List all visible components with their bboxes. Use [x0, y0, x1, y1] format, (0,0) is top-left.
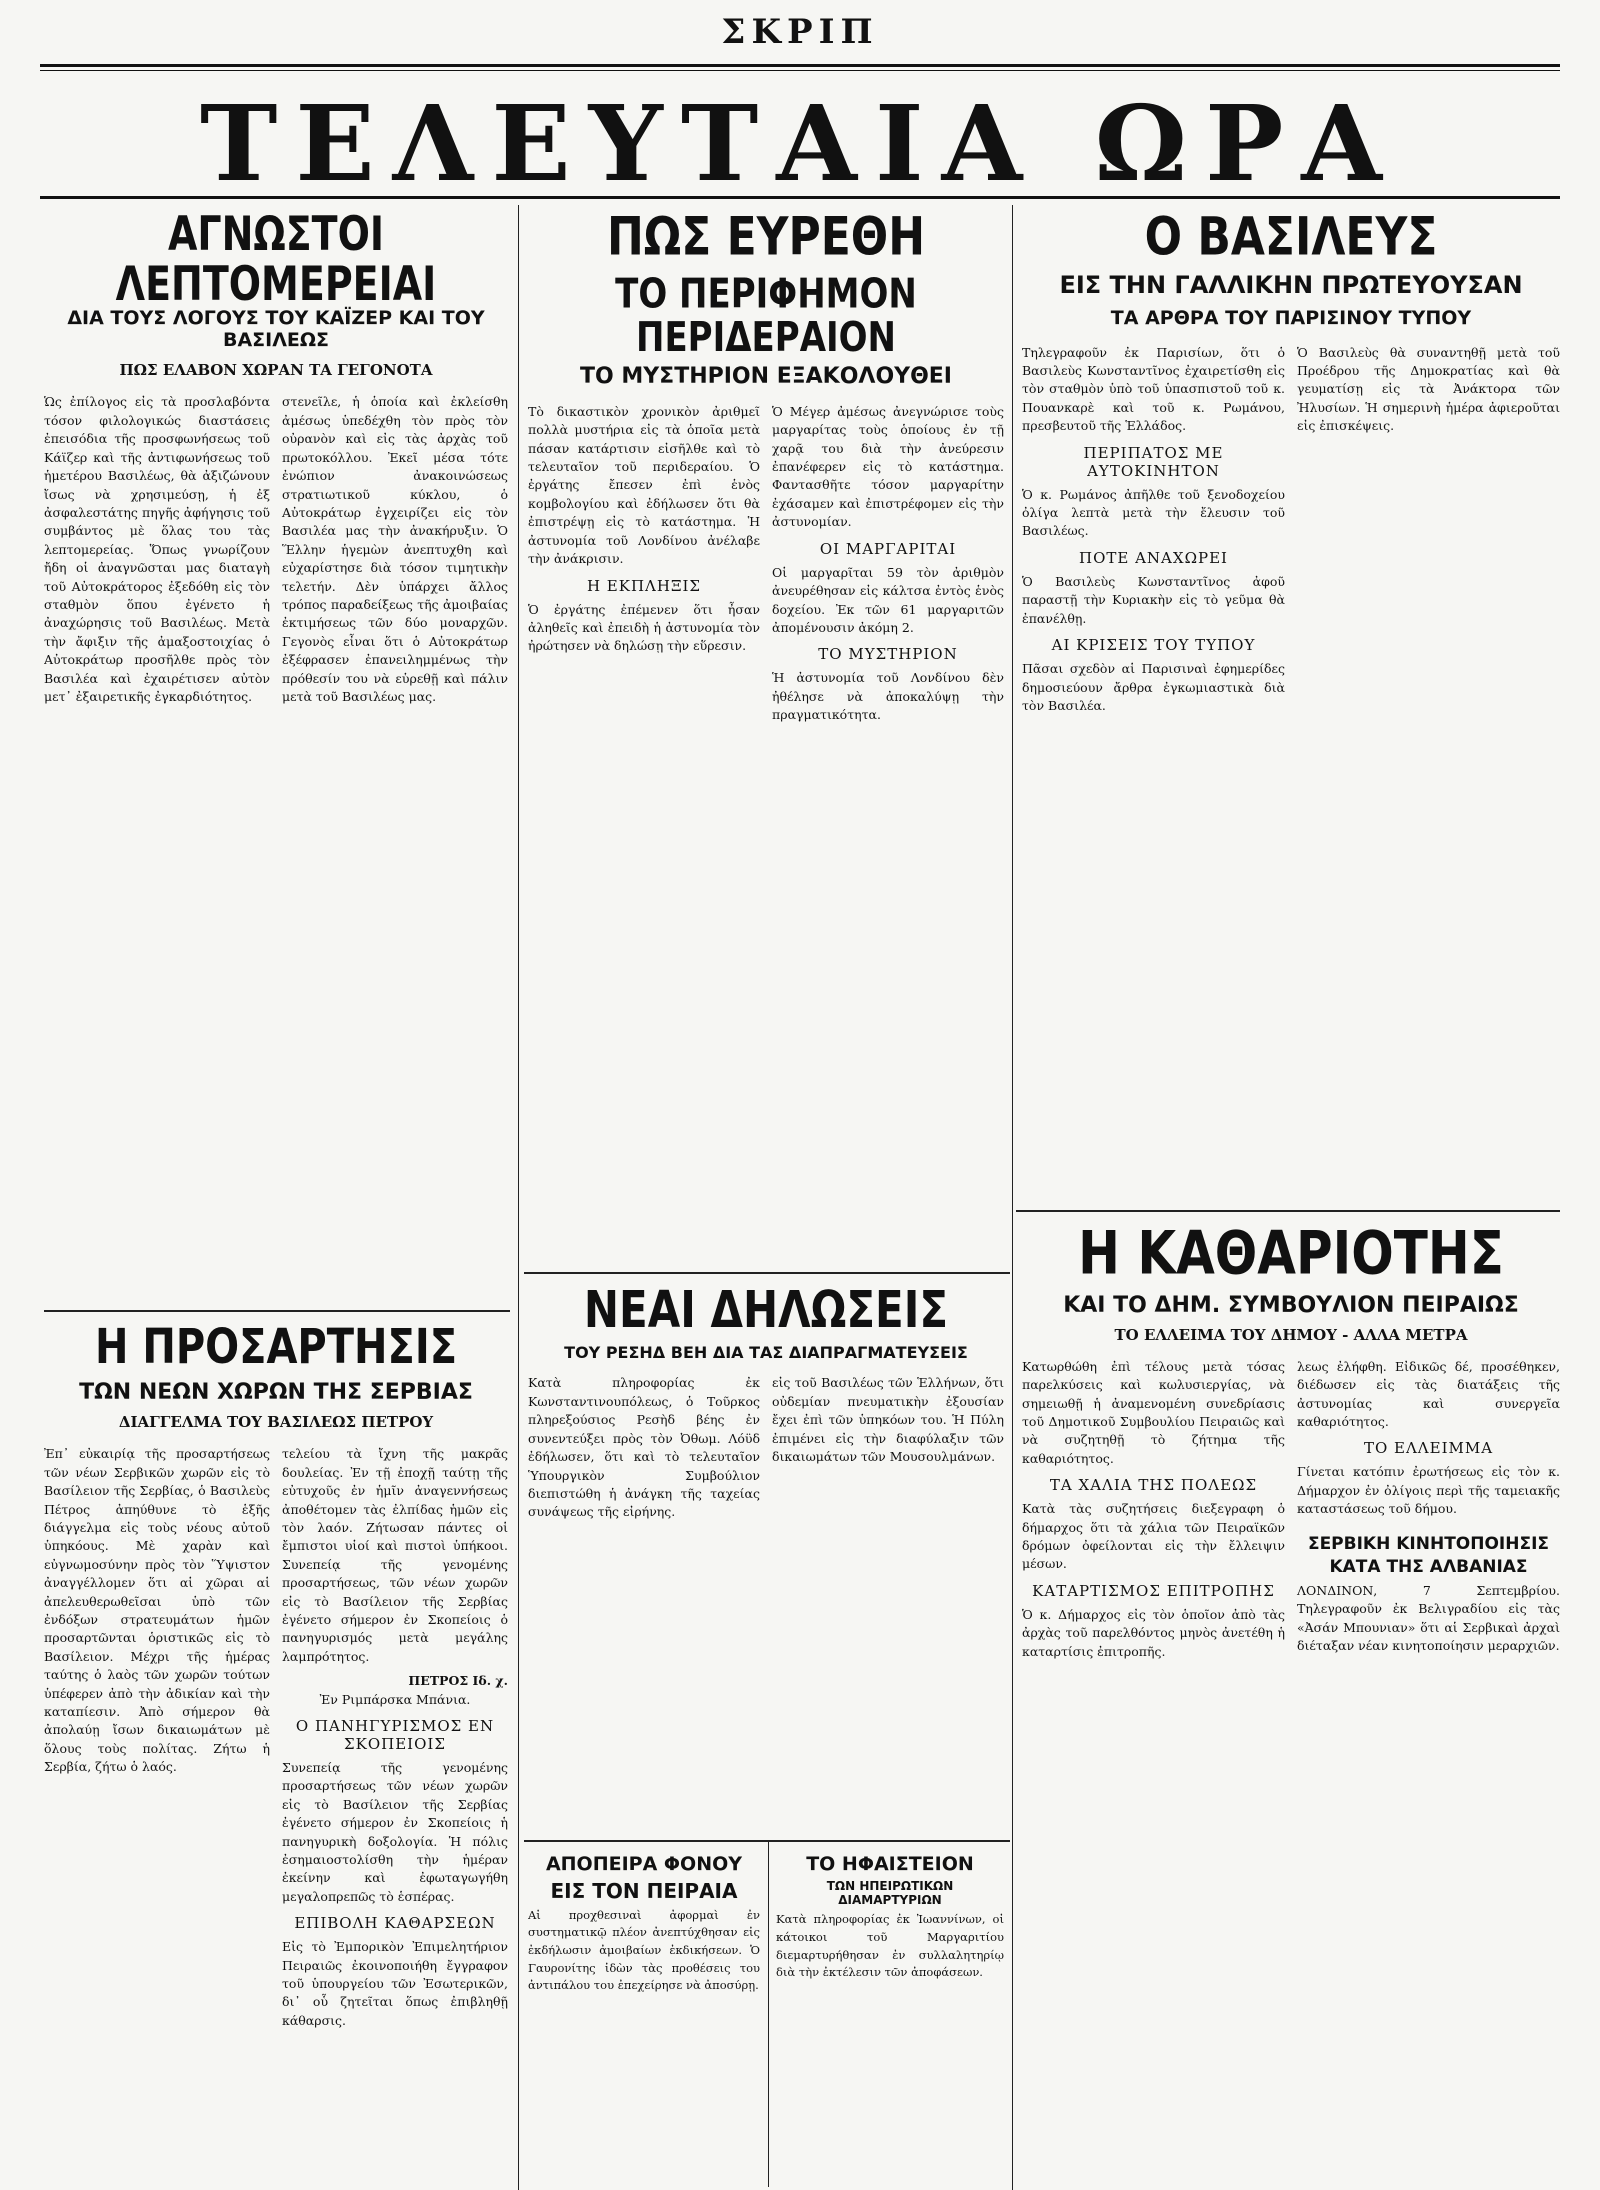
deck: ΕΙΣ ΤΟΝ ΠΕΙΡΑΙΑ	[550, 1878, 738, 1903]
section-heading: ΣΕΡΒΙΚΗ ΚΙΝΗΤΟΠΟΙΗΣΙΣ	[1307, 1533, 1550, 1554]
article-murder-attempt	[528, 1850, 760, 2180]
subhead: ΤΑ ΑΡΘΡΑ ΤΟΥ ΠΑΡΙΣΙΝΟΥ ΤΥΠΟΥ	[1110, 306, 1472, 329]
section-divider	[524, 1840, 1010, 1842]
split-rule	[768, 1842, 769, 2187]
headline: Η ΚΑΘΑΡΙΟΤΗΣ	[1078, 1222, 1504, 1288]
section-divider	[1016, 1210, 1560, 1212]
article-text-right: Ὁ Βασιλεὺς θὰ συναντηθῇ μετὰ τοῦ Προέδρου τῆς Δημοκρατίας καὶ θὰ γευματίσῃ εἰς τὰ Ἀνάκτορα τῶν Ἠλυσίων. Ἡ σημερινὴ ἡμέρα ἀφιεροῦται εἰς ἐπισκέψεις.	[1297, 344, 1560, 434]
section-heading: ΤΟ ΕΛΛΕΙΜΜΑ	[1363, 1439, 1494, 1458]
section-heading: Η ΕΚΠΛΗΞΙΣ	[586, 576, 702, 595]
article-text-left: Ὡς ἐπίλογος εἰς τὰ προσλαβόντα τόσον φιλολογικώς διαστάσεις ἐπεισόδια τῆς προσφωνήσεως τοῦ Κάϊζερ καὶ τῆς ἀντιφωνήσεως τοῦ ἡμετέρου Βασιλέως, θὰ ἀξιζώνουν ἴσως νὰ χρησιμεύσῃ, ἡ ἐξ ἀσφαλεστάτης πηγῆς ἀφήγησις τοῦ συμβάντος μὲ ὅλας του τὰς λεπτομερείας. Ὅπως γνωρίζουν ἤδη οἱ ἀναγνῶσται μας διαταγὴ τοῦ Αὐτοκράτορος ἐξεδόθη εἰς τὸν σταθμὸν ὅπου ἐγένετο ἡ ἀναχώρησις τοῦ Βασιλέως. Μετὰ τὴν ἄφιξιν τῆς ἀμαξοστοιχίας ὁ Αὐτοκράτωρ προσῆλθε πρὸς τὸν Βασιλέα καὶ ἐχαιρέτισεν αὐτὸν μετ᾽ ἐξαιρετικῆς ἐγκαρδιότητος.	[44, 394, 270, 704]
section-text: Οἱ μαργαρῖται 59 τὸν ἀριθμὸν ἀνευρέθησαν εἰς κάλτσα ἐντὸς ἑνὸς δοχείου. Ἐκ τῶν 61 μαργαριτῶν ἀπομένουσιν ἀκόμη 2.	[772, 564, 1004, 635]
section-text: Ὁ κ. Δήμαρχος εἰς τὸν ὁποῖον ἀπὸ τὰς ἀρχὰς τοῦ παρελθόντος μηνὸς ἀνετέθη ἡ καταρτίσις ἐπιτροπῆς.	[1022, 1606, 1285, 1659]
section-heading: ΚΑΤΑΡΤΙΣΜΟΣ ΕΠΙΤΡΟΠΗΣ	[1032, 1581, 1275, 1600]
dateline: Ἐν Ριμπάρσκα Μπάνια.	[319, 1691, 471, 1707]
article-text: Αἱ προχθεσιναὶ ἀφορμαὶ ἐν συστηματικῷ πλέον ἀνεπτύχθησαν εἰς ἐκδήλωσιν ἀμοιβαίων ἐκδικήσεων. Ὁ Γαυρονίτης ἰδὼν τὰς προθέσεις του ἀντιπάλου του ἐπεχείρησε νὰ ἀποσύρῃ.	[528, 1907, 760, 1993]
section-heading: Ο ΠΑΝΗΓΥΡΙΣΜΟΣ ΕΝ ΣΚΟΠΕΙΟΙΣ	[295, 1716, 495, 1753]
column-rule-1	[518, 205, 519, 2190]
subhead: ΔΙΑΓΓΕΛΜΑ ΤΟΥ ΒΑΣΙΛΕΩΣ ΠΕΤΡΟΥ	[118, 1413, 434, 1432]
article-text-left: Τηλεγραφοῦν ἐκ Παρισίων, ὅτι ὁ Βασιλεὺς Κωνσταντῖνος ἐχαιρετίσθη εἰς τὸν σταθμὸν ὑπὸ τοῦ ὑπασπιστοῦ τοῦ κ. Πουανκαρὲ καὶ τοῦ κ. Ρωμάνου, πρεσβευτοῦ τῆς Ἑλλάδος.	[1022, 344, 1285, 434]
headline: ΑΓΝΩΣΤΟΙ ΛΕΠΤΟΜΕΡΕΙΑΙ	[115, 210, 437, 312]
section-divider	[44, 1310, 510, 1312]
article-text-right: εἰς τοῦ Βασιλέως τῶν Ἑλλήνων, ὅτι οὐδεμίαν πνευματικὴν ἐξουσίαν ἔχει ἐπὶ τῶν ὑπηκόων του. Ἡ Πύλη ἐπιμένει εἰς τὴν διαφύλαξιν τῶν δικαιωμάτων τῶν Μουσουλμάνων.	[772, 1375, 1004, 1465]
headline: ΤΟ ΗΦΑΙΣΤΕΙΟΝ	[806, 1853, 974, 1875]
article-text-left: Ἐπ᾽ εὐκαιρίᾳ τῆς προσαρτήσεως τῶν νέων Σερβικῶν χωρῶν εἰς τὸ Βασίλειον τῆς Σερβίας, ὁ Βασιλεὺς Πέτρος ἀπηύθυνε τὸ ἑξῆς διάγγελμα εἰς τοὺς νέους αὐτοῦ ὑπηκόους. Μὲ χαρὰν καὶ εὐγνωμοσύνην πρὸς τὸν Ὕψιστον ἀναγγέλλομεν ὅτι αἱ χῶραι αἱ ἀπελευθερωθεῖσαι ὑπὸ τῶν ἐνδόξων στρατευμάτων ἡμῶν προσαρτῶνται ὁριστικῶς εἰς τὸ Βασίλειον. Μέχρι τῆς ἡμέρας ταύτης ὁ λαὸς τῶν χωρῶν τούτων ὑπέφερεν ἀπὸ τὴν ἀδικίαν καὶ τὴν καταπίεσιν. Ἀπὸ σήμερον θὰ ἀπολαύῃ ἴσων δικαιωμάτων μὲ ὅλους τοὺς πολίτας. Ζήτω ἡ Σερβία, ζήτω ὁ λαός.	[44, 1446, 270, 1775]
headline: ΝΕΑΙ ΔΗΛΩΣΕΙΣ	[583, 1284, 949, 1340]
section-text: Ὁ ἐργάτης ἐπέμενεν ὅτι ἦσαν ἀληθεῖς καὶ ἐπειδὴ ἡ ἀστυνομία τὸν ἠρώτησεν νὰ δηλώσῃ τὴν εὕρεσιν.	[528, 601, 760, 654]
article-new-statements	[528, 1284, 1004, 1844]
article-text-left: Τὸ δικαστικὸν χρονικὸν ἀριθμεῖ πολλὰ μυστήρια εἰς τὰ ὁποῖα μετὰ πάσαν κατάρτισιν εἰσῆλθε καὶ τὸ τελευταῖον τοῦ περιδεραίου. Ὁ ἐργάτης ἔπεσεν ἐπὶ ἑνὸς κομβολογίου καὶ ἐδήλωσεν ὅτι θὰ ἐπιστρέψῃ εἰς τὸ κατάστημα. Ἡ ἀστυνομία τοῦ Λονδίνου ἀνέλαβε τὴν ἀνάκρισιν.	[528, 403, 760, 567]
article-text-right: Ὁ Μέγερ ἀμέσως ἀνεγνώρισε τοὺς μαργαρίτας τοὺς ὁποίους ἐν τῇ χαρᾷ του διὰ τὴν ἀνεύρεσιν ἐπανέφερεν εἰς τὸ κατάστημα. Φαντασθῆτε τόσον μαργαρίτην ἐχάσαμεν καὶ ἐπιστρέφομεν εἰς τὴν ἀστυνομίαν.	[772, 403, 1004, 530]
article-text-right: στενεῖλε, ἡ ὁποία καὶ ἐκλείσθη ἀμέσως ὑπεδέχθη τὸν πρὸς τὸν οὐρανὸν καὶ εἰς τὰς ἀρχὰς τοῦ πρωτοκόλλου. Ἐκεῖ μέσα τότε ἐνώπιον ἀνακοινώσεως στρατιωτικοῦ κύκλου, ὁ Αὐτοκράτωρ ἐγχειρίζει εἰς τὸν Βασιλέα μας τὴν ἀνακήρυξιν. Ὁ Ἕλλην ἡγεμὼν ἀνεπτυχθη καὶ εὐχαρίστησε διὰ τόσον τιμητικὴν τελετήν. Δὲν ὑπάρχει ἄλλος τρόπος παραδείξεως τῆς ἀμοιβαίας ἐκτιμήσεως τῶν δύο μοναρχῶν. Γεγονὸς εἶναι ὅτι ὁ Αὐτοκράτωρ ἐξέφρασεν ἐπανειλημμένως τὴν πρόθεσίν του νὰ εὑρεθῇ καὶ πάλιν μετὰ τοῦ Βασιλέως μας.	[282, 394, 508, 704]
section-text: Κατὰ τὰς συζητήσεις διεξεγραφη ὁ δήμαρχος ὅτι τὰ χάλια τῶν Πειραϊκῶν δρόμων ὀφείλονται εἰς τὴν ἔλλειψιν μέσων.	[1022, 1501, 1285, 1572]
article-cleanliness	[1022, 1222, 1560, 2182]
masthead-rule	[40, 64, 1560, 67]
section-text: Γίνεται κατόπιν ἐρωτήσεως εἰς τὸν κ. Δήμαρχον ἐν ὀλίγοις περὶ τῆς ταμειακῆς καταστάσεως τοῦ δήμου.	[1297, 1464, 1560, 1517]
headline: ΑΠΟΠΕΙΡΑ ΦΟΝΟΥ	[545, 1853, 743, 1875]
article-text-right: λεως ἐλήφθη. Εἰδικῶς δέ, προσέθηκεν, διέδωσεν εἰς τὰς διατάξεις τῆς ἀστυνομίας καὶ συνεργεῖα καθαριότητος.	[1297, 1358, 1560, 1430]
article-text: Κατὰ πληροφορίας ἐκ Ἰωαννίνων, οἱ κάτοικοι τοῦ Μαργαριτίου διεμαρτυρήθησαν ἐν συλλαλητηρίῳ διὰ τὴν ἐκτέλεσιν τῶν ἀποφάσεων.	[776, 1912, 1004, 1980]
deck: ΤΩΝ ΗΠΕΙΡΩΤΙΚΩΝ ΔΙΑΜΑΡΤΥΡΙΩΝ	[826, 1878, 954, 1907]
masthead-rule-thin	[40, 70, 1560, 71]
section-deck: ΚΑΤΑ ΤΗΣ ΑΛΒΑΝΙΑΣ	[1329, 1557, 1528, 1578]
section-text: ΛΟΝΔΙΝΟΝ, 7 Σεπτεμβρίου. Τηλεγραφοῦν ἐκ Βελιγραδίου εἰς τὰς «Ἀσάν Μπουνιαν» ὅτι αἱ Σερβικαὶ ἀρχαὶ διέταξαν νέαν κινητοποίησιν μεραρχιῶν.	[1297, 1582, 1560, 1653]
section-heading: ΕΠΙΒΟΛΗ ΚΑΘΑΡΣΕΩΝ	[294, 1914, 496, 1933]
deck: ΕΙΣ ΤΗΝ ΓΑΛΛΙΚΗΝ ΠΡΩΤΕΥΟΥΣΑΝ	[1059, 271, 1523, 300]
section-heading: ΑΙ ΚΡΙΣΕΙΣ ΤΟΥ ΤΥΠΟΥ	[1051, 636, 1256, 655]
article-king-paris	[1022, 210, 1560, 1220]
section-heading: ΤΟ ΜΥΣΤΗΡΙΟΝ	[818, 645, 958, 664]
article-text-left: Κατὰ πληροφορίας ἐκ Κωνσταντινουπόλεως, ὁ Τοῦρκος πληρεξούσιος Ρεσὴδ βέης ἐν συνεντεύξει πρὸς τὸν Ὀθωμ. Λόϋδ ἐδήλωσεν, ὅτι καὶ τὸ τελευταῖον Ὑπουργικὸν Συμβούλιον διεπιστώθη ἡ ἀνάγκη τῆς ταχείας συνάψεως τῆς εἰρήνης.	[528, 1375, 760, 1520]
subhead: ΠΩΣ ΕΛΑΒΟΝ ΧΩΡΑΝ ΤΑ ΓΕΓΟΝΟΤΑ	[119, 361, 433, 380]
banner-title: ΤΕΛΕΥΤΑΙΑ ΩΡΑ	[200, 82, 1400, 205]
section-text: Συνεπείᾳ τῆς γενομένης προσαρτήσεως τῶν νέων χωρῶν εἰς τὸ Βασίλειον τῆς Σερβίας ἐγένετο σήμερον ἐν Σκοπείοις ἡ πανηγυρικὴ δοξολογία. Ἡ πόλις ἐσημαιοστολίσθη τὴν ἡμέραν ἐκείνην καὶ ἐφωταγωγήθη μεγαλοπρεπῶς τὸ ἑσπέρας.	[282, 1759, 508, 1904]
section-heading: ΠΕΡΙΠΑΤΟΣ ΜΕ ΑΥΤΟΚΙΝΗΤΟΝ	[1083, 443, 1224, 480]
article-text-left: Κατωρθώθη ἐπὶ τέλους μετὰ τόσας παρελκύσεις καὶ κωλυσιεργίας, νὰ σημειωθῇ ἡ ἀναμενομένη συνεδρίασις τοῦ Δημοτικοῦ Συμβουλίου Πειραιῶς καὶ νὰ συζητηθῇ τὸ ζήτημα τῆς καθαριότητος.	[1022, 1358, 1285, 1466]
article-text-right: τελείου τὰ ἴχνη τῆς μακρᾶς δουλείας. Ἐν τῇ ἐποχῇ ταύτῃ τῆς εὐτυχοῦς ἐν ἡμῖν ἀναγεννήσεως ἀποθέτομεν τὰς ἐλπίδας ἡμῶν εἰς τὸν λαόν. Ζήτωσαν πάντες οἱ ἔμπιστοι υἱοί καὶ πιστοὶ ὑπήκοοι. Συνεπείᾳ τῆς γενομένης προσαρτήσεως, τῶν νέων χωρῶν εἰς τὸ Βασίλειον τῆς Σερβίας ἐγένετο σήμερον ἐν Σκοπείοις ὁ πανηγυρισμός μετὰ μεγάλης λαμπρότητος.	[282, 1446, 508, 1664]
article-necklace	[528, 210, 1004, 1270]
deck: ΔΙΑ ΤΟΥΣ ΛΟΓΟΥΣ ΤΟΥ ΚΑΪΖΕΡ ΚΑΙ ΤΟΥ ΒΑΣΙΛΕΩΣ	[67, 306, 485, 351]
section-heading: ΟΙ ΜΑΡΓΑΡΙΤΑΙ	[819, 539, 957, 558]
section-text: Πᾶσαι σχεδὸν αἱ Παρισιναὶ ἐφημερίδες δημοσιεύουν ἄρθρα ἐγκωμιαστικὰ διὰ τὸν Βασιλέα.	[1022, 661, 1285, 713]
article-annexation	[44, 1322, 508, 2182]
section-divider	[524, 1272, 1010, 1274]
section-text: Ὁ κ. Ρωμάνος ἀπῆλθε τοῦ ξενοδοχείου ὀλίγα λεπτὰ μετὰ τὴν ἔλευσιν τοῦ Βασιλέως.	[1022, 486, 1285, 539]
subhead: ΤΟ ΕΛΛΕΙΜΑ ΤΟΥ ΔΗΜΟΥ - ΑΛΛΑ ΜΕΤΡΑ	[1114, 1325, 1468, 1344]
section-text: Ὁ Βασιλεὺς Κωνσταντῖνος ἀφοῦ παραστῇ τὴν Κυριακὴν εἰς τὸ γεῦμα θὰ ἐπανέλθῃ.	[1022, 573, 1285, 626]
section-heading: ΠΟΤΕ ΑΝΑΧΩΡΕΙ	[1079, 548, 1228, 567]
section-text: Εἰς τὸ Ἐμπορικὸν Ἐπιμελητήριον Πειραιῶς ἐκοινοποιήθη ἔγγραφον τοῦ ὑπουργείου τῶν Ἐσωτερικῶν, δι᾽ οὗ ζητεῖται ὅπως ἐπιβληθῇ κάθαρσις.	[282, 1939, 508, 2028]
section-text: Ἡ ἀστυνομία τοῦ Λονδίνου δὲν ἠθέλησε νὰ ἀποκαλύψῃ τὴν πραγματικότητα.	[772, 670, 1004, 723]
headline: Η ΠΡΟΣΑΡΤΗΣΙΣ	[94, 1322, 458, 1375]
paper-name: ΣΚΡΙΠ	[721, 12, 879, 52]
deck: ΤΟ ΠΕΡΙΦΗΜΟΝ ΠΕΡΙΔΕΡΑΙΟΝ	[615, 270, 917, 362]
headline: ΠΩΣ ΕΥΡΕΘΗ	[606, 210, 926, 268]
deck: ΤΩΝ ΝΕΩΝ ΧΩΡΩΝ ΤΗΣ ΣΕΡΒΙΑΣ	[79, 1380, 473, 1405]
subhead: ΤΟ ΜΥΣΤΗΡΙΟΝ ΕΞΑΚΟΛΟΥΘΕΙ	[579, 363, 952, 389]
deck: ΚΑΙ ΤΟ ΔΗΜ. ΣΥΜΒΟΥΛΙΟΝ ΠΕΙΡΑΙΩΣ	[1063, 1292, 1519, 1318]
banner-rule	[40, 196, 1560, 199]
section-heading: ΤΑ ΧΑΛΙΑ ΤΗΣ ΠΟΛΕΩΣ	[1049, 1476, 1258, 1495]
signature: ΠΕΤΡΟΣ Ιδ. χ.	[408, 1673, 508, 1689]
deck: ΤΟΥ ΡΕΣΗΔ ΒΕΗ ΔΙΑ ΤΑΣ ΔΙΑΠΡΑΓΜΑΤΕΥΣΕΙΣ	[564, 1343, 968, 1363]
article-unknown-details	[44, 210, 508, 1310]
headline: Ο ΒΑΣΙΛΕΥΣ	[1144, 210, 1438, 268]
article-volcano	[776, 1850, 1004, 2180]
column-rule-2	[1012, 205, 1013, 2190]
